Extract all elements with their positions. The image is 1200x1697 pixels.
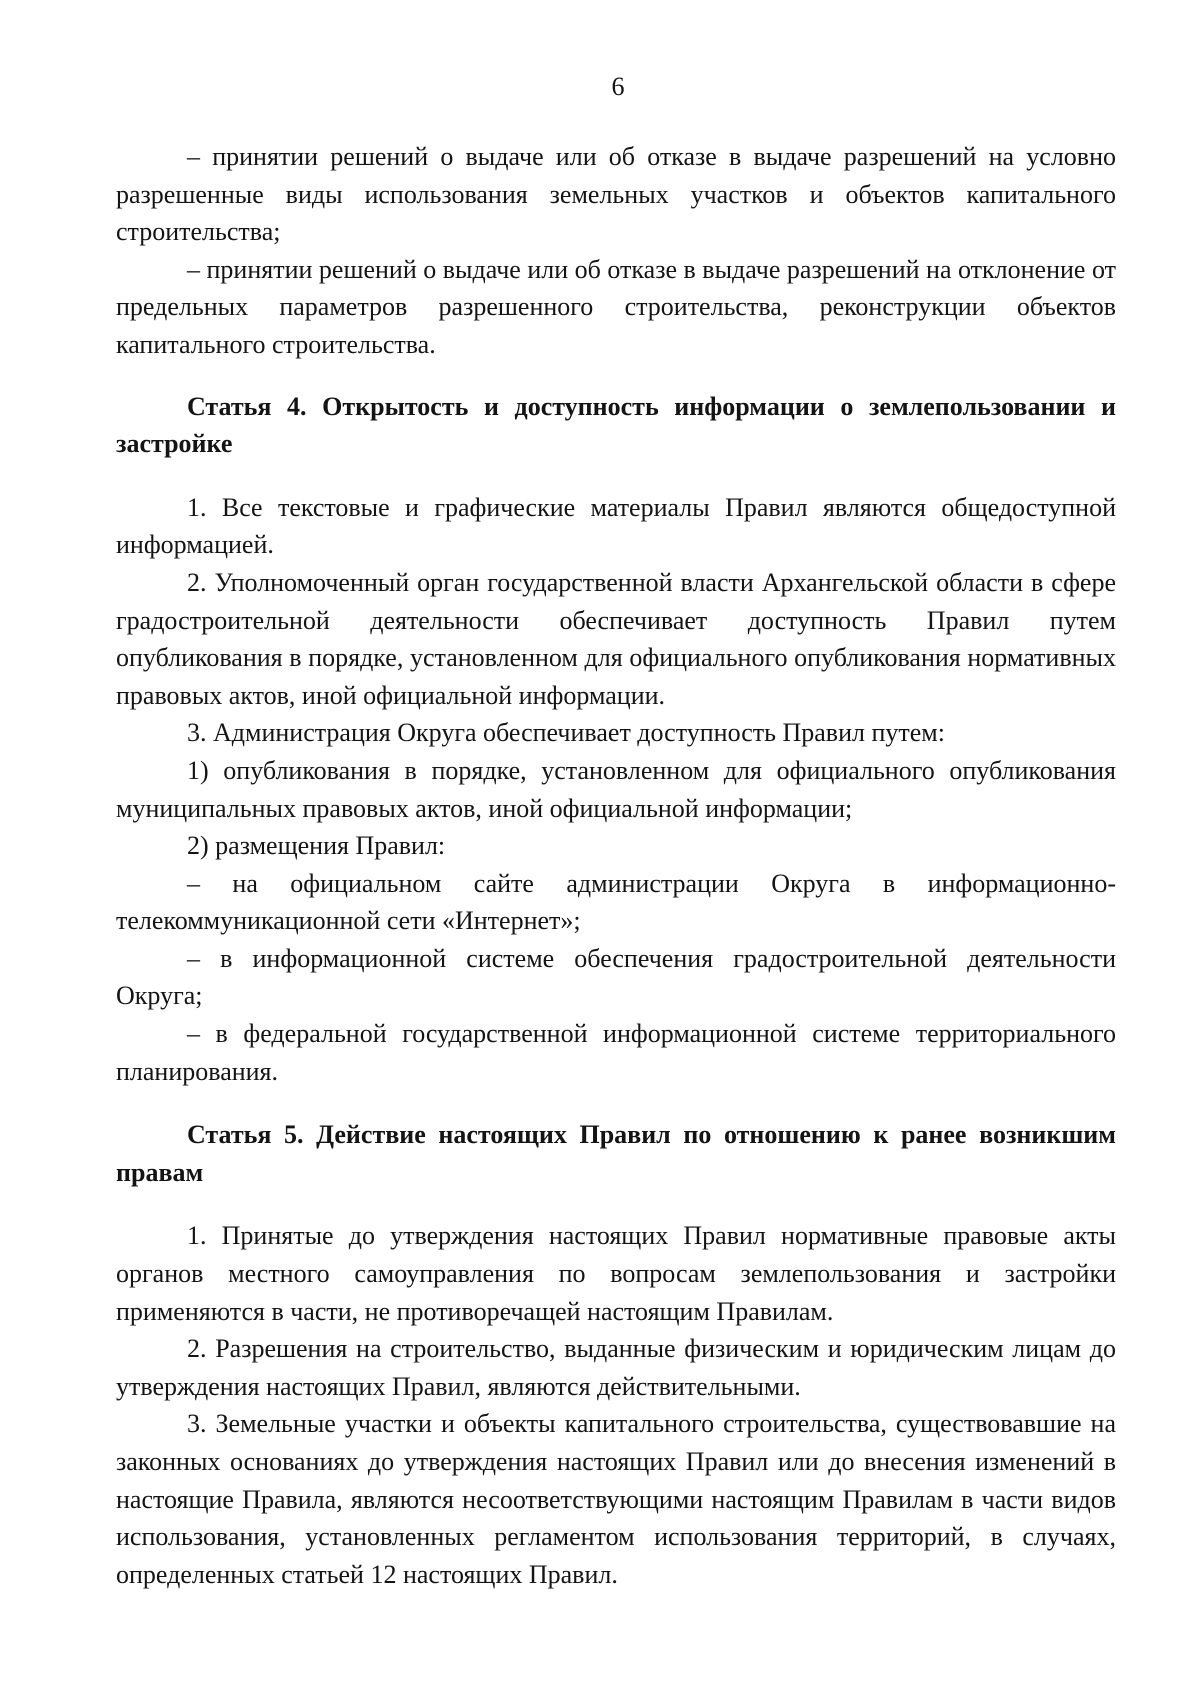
list-item-deviation-permits: – принятии решений о выдаче или об отказе в выдаче разрешений на отклонение от предельных параметров разрешенного строительства, реконструкции объектов капитального строительства. — [116, 254, 1116, 359]
article-4-clause-2: 2. Уполномоченный орган государственной власти Архангельской области в сфере градостроительной деятельности обеспечивает доступность Правил путем опубликования в порядке, установленном для официального опубликования нормативных правовых актов, иной официальной информации. — [116, 567, 1116, 710]
article-5-heading: Статья 5. Действие настоящих Правил по отношению к ранее возникшим правам — [116, 1120, 1116, 1187]
list-item-federal-system: – в федеральной государственной информационной системе территориального планирования. — [116, 1019, 1116, 1086]
document-body — [116, 138, 1116, 1593]
article-4-subclause-1: 1) опубликования в порядке, установленном для официального опубликования муниципальных правовых актов, иной официальной информации; — [116, 755, 1116, 823]
article-4-clause-3: 3. Администрация Округа обеспечивает доступность Правил путем: — [187, 718, 945, 748]
page-number: 6 — [611, 72, 625, 101]
list-item-official-site: – на официальном сайте администрации Округа в информационно-телекоммуникационной сети «Интернет»; — [116, 868, 1116, 936]
list-item-conditional-permits: – принятии решений о выдаче или об отказе в выдаче разрешений на условно разрешенные виды использования земельных участков и объектов капитального строительства; — [116, 142, 1116, 247]
list-item-information-system: – в информационной системе обеспечения градостроительной деятельности Округа; — [116, 943, 1116, 1011]
article-4-clause-1: 1. Все текстовые и графические материалы Правил являются общедоступной информацией. — [116, 492, 1116, 560]
article-4-subclause-2: 2) размещения Правил: — [187, 831, 446, 861]
article-5-clause-1: 1. Принятые до утверждения настоящих Правил нормативные правовые акты органов местного самоуправления по вопросам землепользования и застройки применяются в части, не противоречащей настоящим Правилам. — [116, 1221, 1116, 1326]
article-5-clause-3: 3. Земельные участки и объекты капитального строительства, существовавшие на законных основаниях до утверждения настоящих Правил или до внесения изменений в настоящие Правила, являются несоответствующими настоящим Правилам в части видов использования, установленных регламентом использования территорий, в случаях, определенных статьей 12 настоящих Правил. — [116, 1409, 1116, 1589]
article-4-heading: Статья 4. Открытость и доступность информации о землепользовании и застройке — [116, 391, 1116, 459]
article-5-clause-2: 2. Разрешения на строительство, выданные физическим и юридическим лицам до утверждения настоящих Правил, являются действительными. — [116, 1334, 1116, 1401]
